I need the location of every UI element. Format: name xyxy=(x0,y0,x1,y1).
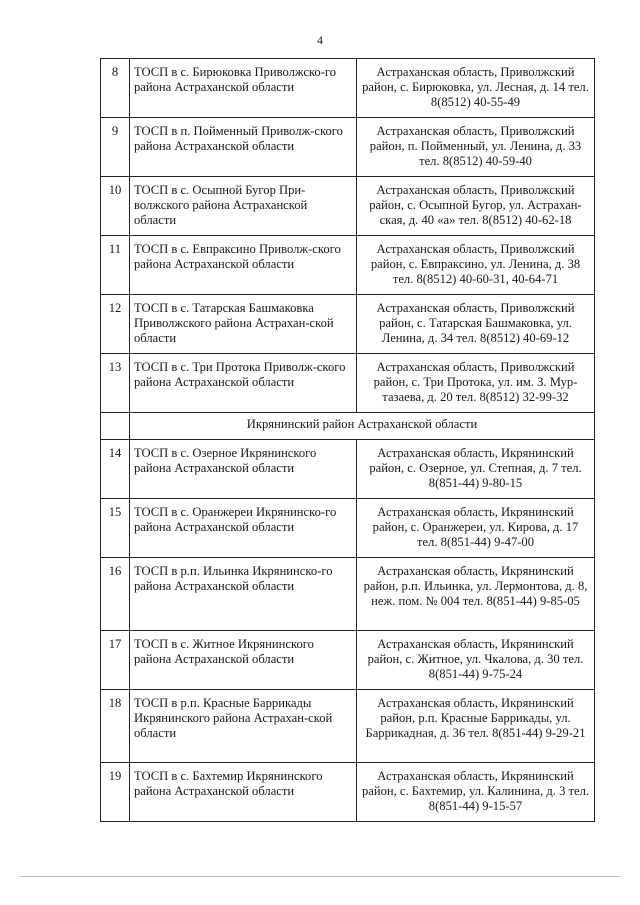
table-row xyxy=(101,236,595,295)
table-row xyxy=(101,763,595,822)
district-header: Икрянинский район Астраханской области xyxy=(130,413,595,440)
office-name: ТОСП в р.п. Ильинка Икрянинско-го района Астраханской области xyxy=(130,558,357,631)
office-address: Астраханская область, Приволжский район, с. Татарская Башмаковка, ул. Ленина, д. 34 тел. 8(8512) 40-69-12 xyxy=(357,295,595,354)
district-header-spacer xyxy=(101,413,130,440)
row-number: 13 xyxy=(101,354,130,413)
office-address: Астраханская область, Икрянинский район, с. Озерное, ул. Степная, д. 7 тел. 8(851-44) 9-80-15 xyxy=(357,440,595,499)
office-address: Астраханская область, Приволжский район, с. Бирюковка, ул. Лесная, д. 14 тел. 8(8512) 40-55-49 xyxy=(357,59,595,118)
office-name: ТОСП в с. Три Протока Приволж-ского района Астраханской области xyxy=(130,354,357,413)
office-address: Астраханская область, Икрянинский район, р.п. Красные Баррикады, ул. Баррикадная, д. 36 тел. 8(851-44) 9-29-21 xyxy=(357,690,595,763)
office-name: ТОСП в п. Пойменный Приволж-ского района Астраханской области xyxy=(130,118,357,177)
table-row xyxy=(101,499,595,558)
table-row xyxy=(101,354,595,413)
row-number: 16 xyxy=(101,558,130,631)
office-name: ТОСП в с. Осыпной Бугор При-волжского района Астраханской области xyxy=(130,177,357,236)
office-address: Астраханская область, Икрянинский район, р.п. Ильинка, ул. Лермонтова, д. 8, неж. пом. № 004 тел. 8(851-44) 9-85-05 xyxy=(357,558,595,631)
office-address: Астраханская область, Приволжский район, с. Три Протока, ул. им. З. Мур-тазаева, д. 20 тел. 8(8512) 32-99-32 xyxy=(357,354,595,413)
office-registry-table xyxy=(100,58,595,822)
office-address: Астраханская область, Приволжский район, с. Осыпной Бугор, ул. Астрахан-ская, д. 40 «а» тел. 8(8512) 40-62-18 xyxy=(357,177,595,236)
office-name: ТОСП в с. Житное Икрянинского района Астраханской области xyxy=(130,631,357,690)
row-number: 12 xyxy=(101,295,130,354)
table-row xyxy=(101,59,595,118)
row-number: 17 xyxy=(101,631,130,690)
office-name: ТОСП в с. Оранжереи Икрянинско-го района Астраханской области xyxy=(130,499,357,558)
office-name: ТОСП в с. Татарская Башмаковка Приволжского района Астрахан-ской области xyxy=(130,295,357,354)
office-name: ТОСП в с. Евпраксино Приволж-ского района Астраханской области xyxy=(130,236,357,295)
row-number: 14 xyxy=(101,440,130,499)
table-row xyxy=(101,118,595,177)
table-row xyxy=(101,295,595,354)
row-number: 18 xyxy=(101,690,130,763)
office-address: Астраханская область, Приволжский район, п. Пойменный, ул. Ленина, д. 33 тел. 8(8512) 40-59-40 xyxy=(357,118,595,177)
district-header-row xyxy=(101,413,595,440)
page-number: 4 xyxy=(317,33,323,47)
row-number: 15 xyxy=(101,499,130,558)
table-row xyxy=(101,690,595,763)
row-number: 9 xyxy=(101,118,130,177)
office-address: Астраханская область, Икрянинский район, с. Бахтемир, ул. Калинина, д. 3 тел. 8(851-44) 9-15-57 xyxy=(357,763,595,822)
office-address: Астраханская область, Приволжский район, с. Евпраксино, ул. Ленина, д. 38 тел. 8(8512) 40-60-31, 40-64-71 xyxy=(357,236,595,295)
office-name: ТОСП в р.п. Красные Баррикады Икрянинского района Астрахан-ской области xyxy=(130,690,357,763)
office-name: ТОСП в с. Бахтемир Икрянинского района Астраханской области xyxy=(130,763,357,822)
table-row xyxy=(101,558,595,631)
row-number: 11 xyxy=(101,236,130,295)
table-row xyxy=(101,631,595,690)
row-number: 10 xyxy=(101,177,130,236)
row-number: 19 xyxy=(101,763,130,822)
office-address: Астраханская область, Икрянинский район, с. Оранжереи, ул. Кирова, д. 17 тел. 8(851-44) 9-47-00 xyxy=(357,499,595,558)
office-name: ТОСП в с. Озерное Икрянинского района Астраханской области xyxy=(130,440,357,499)
table-row xyxy=(101,177,595,236)
table-row xyxy=(101,440,595,499)
page-bottom-rule xyxy=(20,876,620,877)
row-number: 8 xyxy=(101,59,130,118)
office-address: Астраханская область, Икрянинский район, с. Житное, ул. Чкалова, д. 30 тел. 8(851-44) 9-75-24 xyxy=(357,631,595,690)
office-name: ТОСП в с. Бирюковка Приволжско-го района Астраханской области xyxy=(130,59,357,118)
